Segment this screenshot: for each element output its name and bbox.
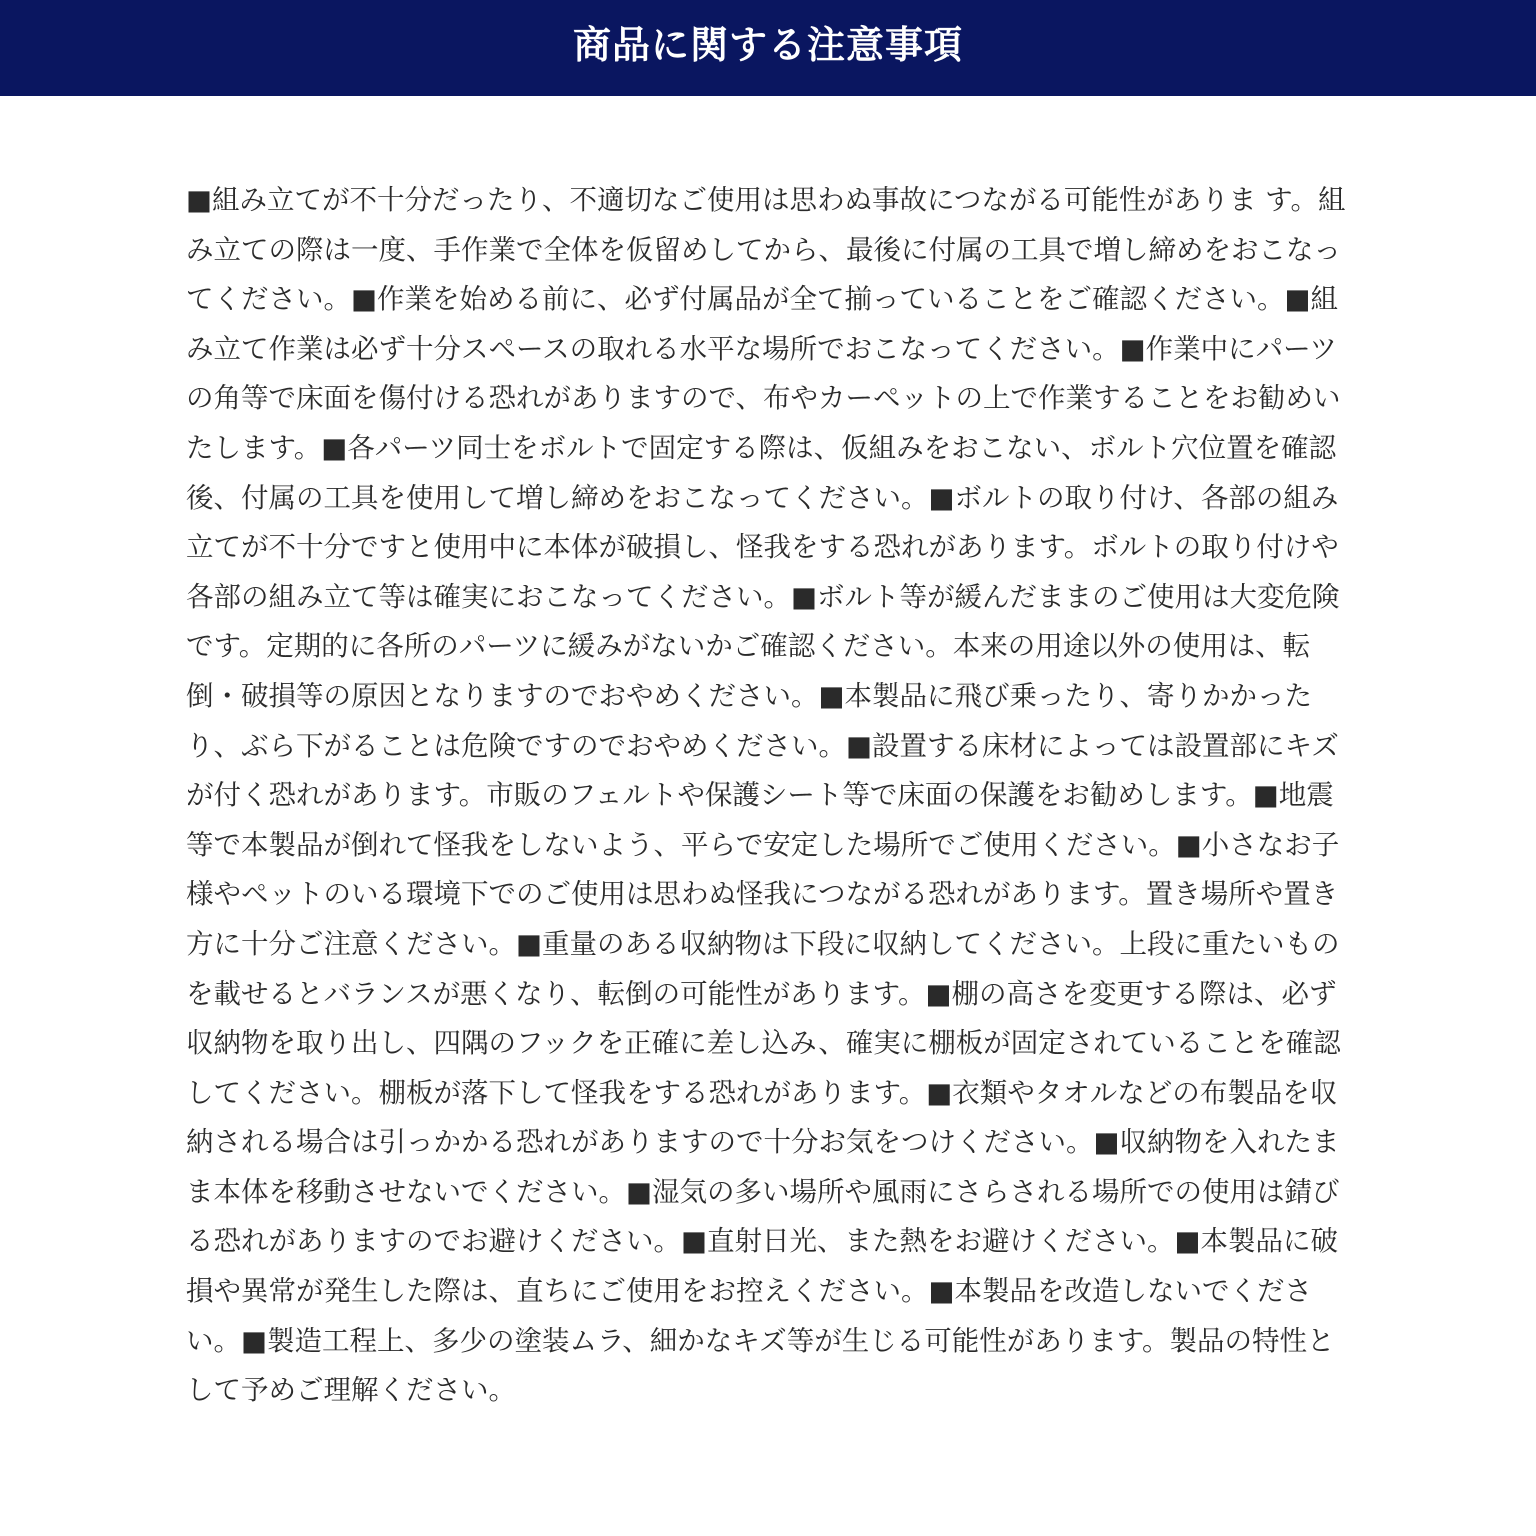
product-notice-text bbox=[186, 176, 1354, 1416]
notice-header-bar bbox=[0, 0, 1536, 96]
page-title: 商品に関する注意事項 bbox=[572, 23, 963, 67]
notice-paragraph: ■組み立てが不十分だったり、不適切なご使用は思わぬ事故につながる可能性がありま す。組み立ての際は一度、手作業で全体を仮留めしてから、最後に付属の工具で増し締めをおこなってください。■作業を始める前に、必ず付属品が全て揃っていることをご確認ください。■組み立て作業は必ず十分スペースの取れる水平な場所でおこなってください。■作業中にパーツの角等で床面を傷付ける恐れがありますので、布やカーペットの上で作業することをお勧めいたします。■各パーツ同士をボルトで固定する際は、仮組みをおこない、ボルト穴位置を確認後、付属の工具を使用して増し締めをおこなってください。■ボルトの取り付け、各部の組み立てが不十分ですと使用中に本体が破損し、怪我をする恐れがあります。ボルトの取り付けや各部の組み立て等は確実におこなってください。■ボルト等が緩んだままのご使用は大変危険です。定期的に各所のパーツに緩みがないかご確認ください。本来の用途以外の使用は、転倒・破損等の原因となりますのでおやめください。■本製品に飛び乗ったり、寄りかかったり、ぶら下がることは危険ですのでおやめください。■設置する床材によっては設置部にキズが付く恐れがあります。市販のフェルトや保護シート等で床面の保護をお勧めします。■地震等で本製品が倒れて怪我をしないよう、平らで安定した場所でご使用ください。■小さなお子様やペットのいる環境下でのご使用は思わぬ怪我につながる恐れがあります。置き場所や置き方に十分ご注意ください。■重量のある収納物は下段に収納してください。上段に重たいものを載せるとバランスが悪くなり、転倒の可能性があります。■棚の高さを変更する際は、必ず収納物を取り出し、四隅のフックを正確に差し込み、確実に棚板が固定されていることを確認してください。棚板が落下して怪我をする恐れがあります。■衣類やタオルなどの布製品を収納される場合は引っかかる恐れがありますので十分お気をつけください。■収納物を入れたまま本体を移動させないでください。■湿気の多い場所や風雨にさらされる場所での使用は錆びる恐れがありますのでお避けください。■直射日光、また熱をお避けください。■本製品に破損や異常が発生した際は、直ちにご使用をお控えください。■本製品を改造しないでください。■製造工程上、多少の塗装ムラ、細かなキズ等が生じる可能性があります。製品の特性として予めご理解ください。 bbox=[186, 184, 1346, 1407]
